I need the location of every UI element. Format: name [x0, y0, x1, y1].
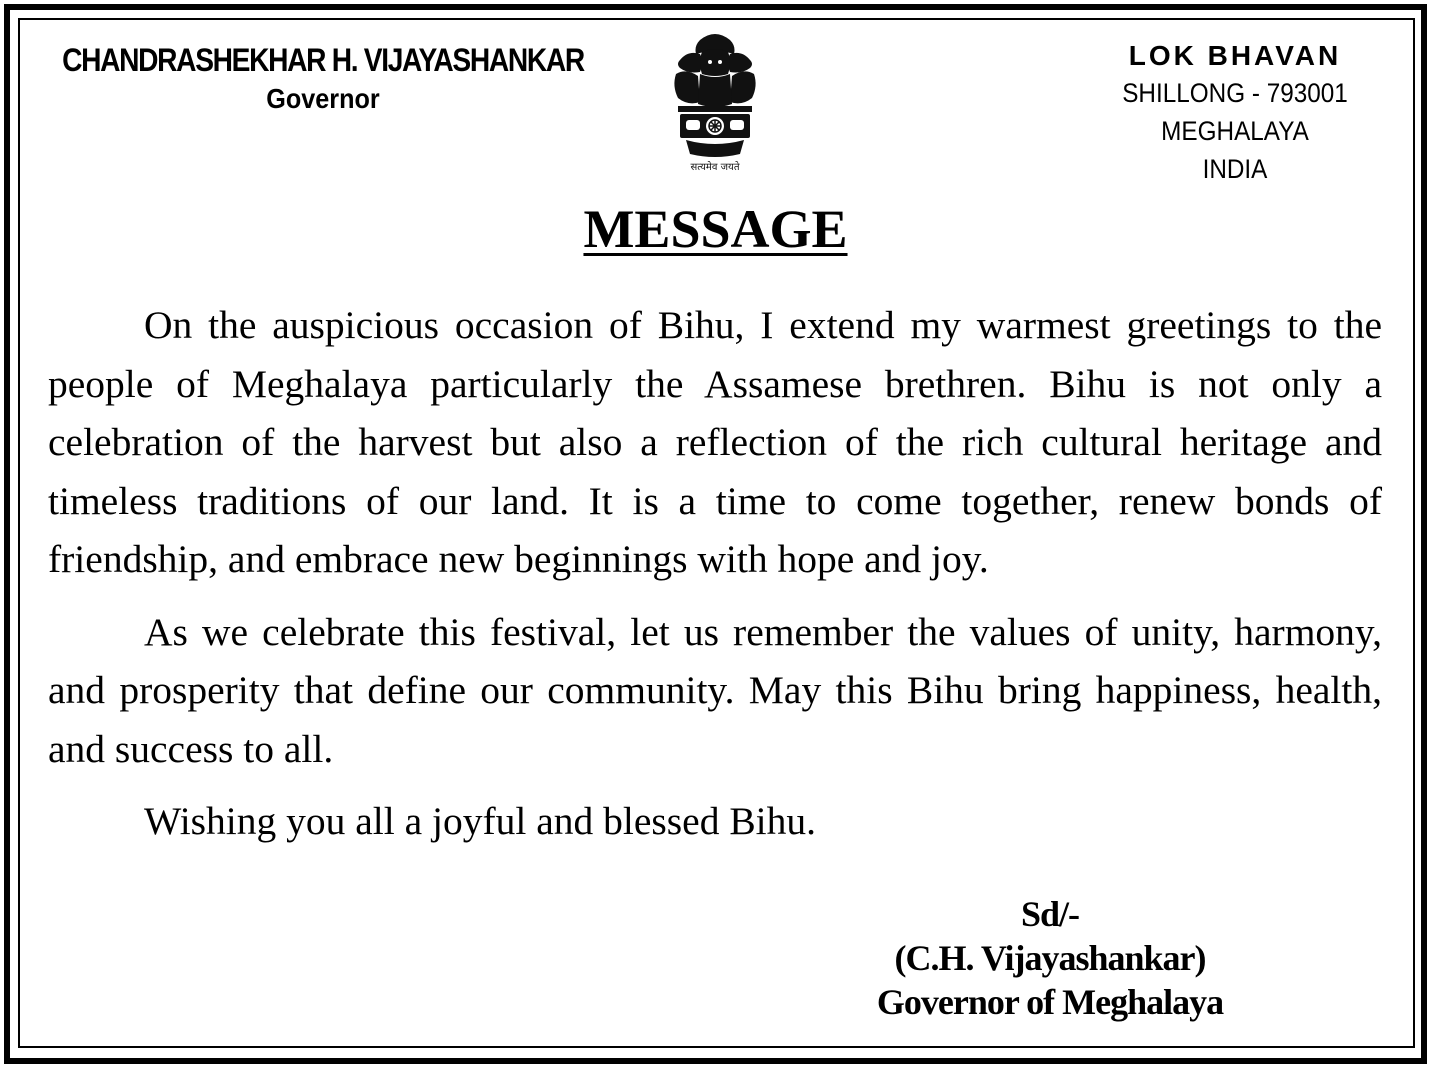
- body-paragraph: As we celebrate this festival, let us remember the values of unity, harmony, and prosperity that define our community. May this Bihu bring happiness, health, and success to all.: [48, 609, 1382, 771]
- signature-title: Governor of Meghalaya: [876, 982, 1224, 1022]
- national-emblem-icon: [666, 30, 764, 178]
- sender-name: CHANDRASHEKHAR H. VIJAYASHANKAR: [62, 42, 584, 78]
- message-title-text: MESSAGE: [583, 199, 848, 259]
- signature-block: [850, 892, 1250, 1024]
- address-line: MEGHALAYA: [1161, 116, 1309, 146]
- sender-role: Governor: [266, 83, 380, 114]
- signature-sd: Sd/-: [1020, 894, 1080, 934]
- sender-block: [24, 40, 622, 116]
- address-line: INDIA: [1202, 154, 1268, 184]
- address-line: LOK BHAVAN: [1128, 40, 1342, 71]
- address-line: SHILLONG - 793001: [1122, 78, 1348, 108]
- body-paragraph: On the auspicious occasion of Bihu, I extend my warmest greetings to the people of Meghalaya particularly the Assamese brethren. Bihu is not only a celebration of the harvest but also a reflection of the rich cultural heritage and timeless traditions of our land. It is a time to come together, renew bonds of friendship, and embrace new beginnings with hope and joy.: [48, 303, 1382, 581]
- message-title: [0, 196, 1431, 262]
- emblem-motto: सत्यमेव जयते: [690, 162, 740, 173]
- address-block: [1090, 38, 1380, 188]
- body-paragraph: Wishing you all a joyful and blessed Bihu.: [144, 799, 817, 843]
- message-body: [48, 296, 1382, 865]
- signature-name: (C.H. Vijayashankar): [894, 938, 1206, 978]
